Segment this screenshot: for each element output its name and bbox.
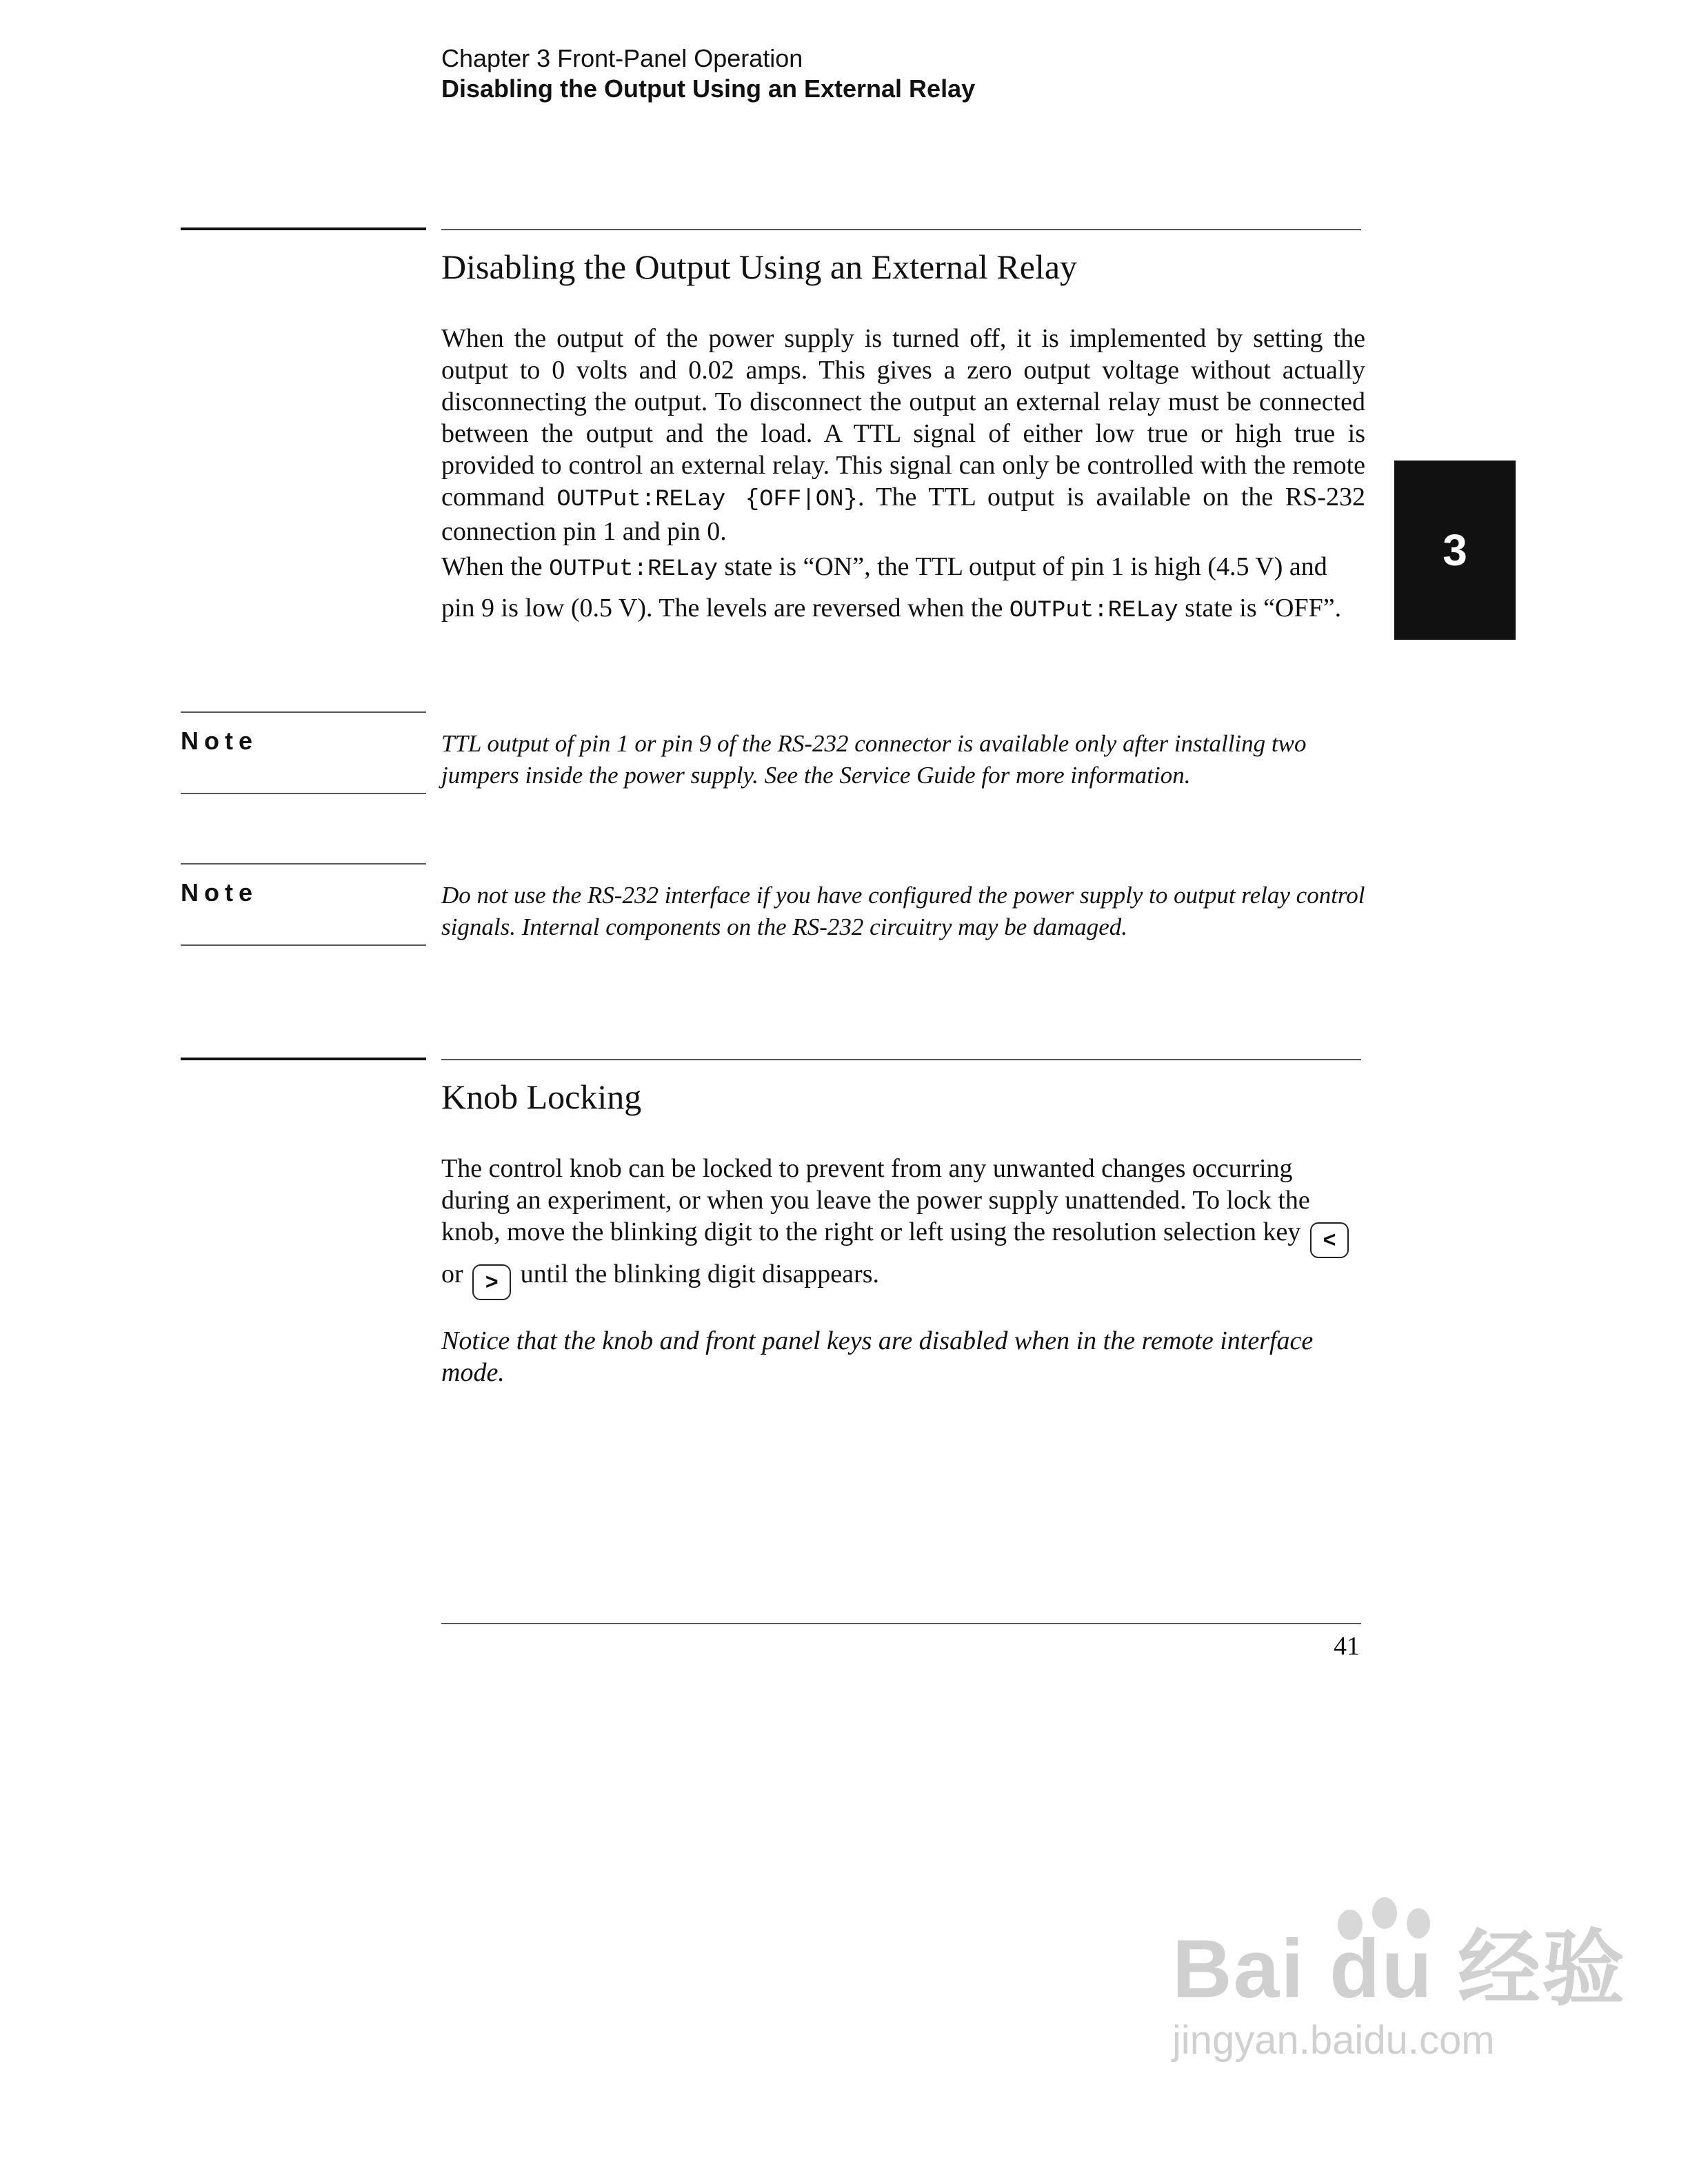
watermark [1172, 1903, 1626, 2063]
watermark-main: Bai du 经验 [1172, 1923, 1627, 2015]
body-paragraph [441, 323, 1365, 547]
body-paragraph [441, 1153, 1365, 1300]
running-head-section: Disabling the Output Using an External Relay [441, 74, 976, 103]
text-span: or [441, 1260, 463, 1288]
text-span: until the blinking digit disappears. [520, 1260, 879, 1288]
section-title: Disabling the Output Using an External Relay [441, 247, 1078, 286]
text-span: state is “ON”, the TTL output of pin 1 is high (4.5 V) and pin 9 is low (0.5 V). The levels are reversed when the [441, 552, 1327, 623]
note-rule-top [181, 711, 426, 713]
text-span: When the [441, 552, 550, 581]
resolution-right-key: > [472, 1264, 511, 1300]
text-span: The control knob can be locked to prevent from any unwanted changes occurring during an experiment, or when you leave the power supply unattended. To lock the knob, move the blinking digit to the right or left using the resolution selection key [441, 1154, 1310, 1246]
section-title: Knob Locking [441, 1078, 642, 1116]
section-rule-right [441, 1059, 1361, 1060]
footer-rule [441, 1623, 1361, 1624]
body-paragraph [441, 547, 1365, 630]
section-rule-left [181, 228, 426, 230]
section-rule-right [441, 229, 1361, 230]
note-text: TTL output of pin 1 or pin 9 of the RS-232 connector is available only after installing two jumpers inside the power supply. See the Service Guide for more information. [441, 730, 1307, 789]
resolution-left-key: < [1310, 1222, 1349, 1258]
page-number: 41 [1334, 1632, 1360, 1661]
running-head-chapter: Chapter 3 Front-Panel Operation [441, 44, 803, 72]
note-text: Do not use the RS-232 interface if you have configured the power supply to output relay control signals. Internal components on the RS-232 circuitry may be damaged. [441, 882, 1365, 940]
note-label: Note [181, 727, 258, 755]
chapter-tab-number: 3 [1443, 525, 1467, 575]
command-text: OUTPut:RELay [549, 556, 718, 583]
command-text: OUTPut:RELay [1009, 598, 1178, 624]
command-text: OUTPut:RELay {OFF|ON} [556, 487, 858, 513]
chapter-tab [1394, 461, 1516, 640]
text-span: When the output of the power supply is turned off, it is implemented by setting the output to 0 volts and 0.02 amps. This gives a zero output voltage without actually disconnecting the output. To disconnect the output an external relay must be connected between the output and the load. A TTL signal of either low true or high true is provided to control an external relay. This signal can only be controlled with the remote command [441, 324, 1365, 512]
text-span: . The TTL output is available on the RS-232 connection pin 1 and pin 0. [441, 483, 1365, 546]
watermark-url: jingyan.baidu.com [1172, 2018, 1495, 2063]
text-span: state is “OFF”. [1178, 594, 1342, 623]
note-rule-bottom [181, 793, 426, 794]
section-rule-left [181, 1058, 426, 1060]
italic-note: Notice that the knob and front panel keys are disabled when in the remote interface mode. [441, 1326, 1314, 1387]
note-label: Note [181, 878, 258, 907]
note-rule-top [181, 863, 426, 865]
note-rule-bottom [181, 944, 426, 946]
